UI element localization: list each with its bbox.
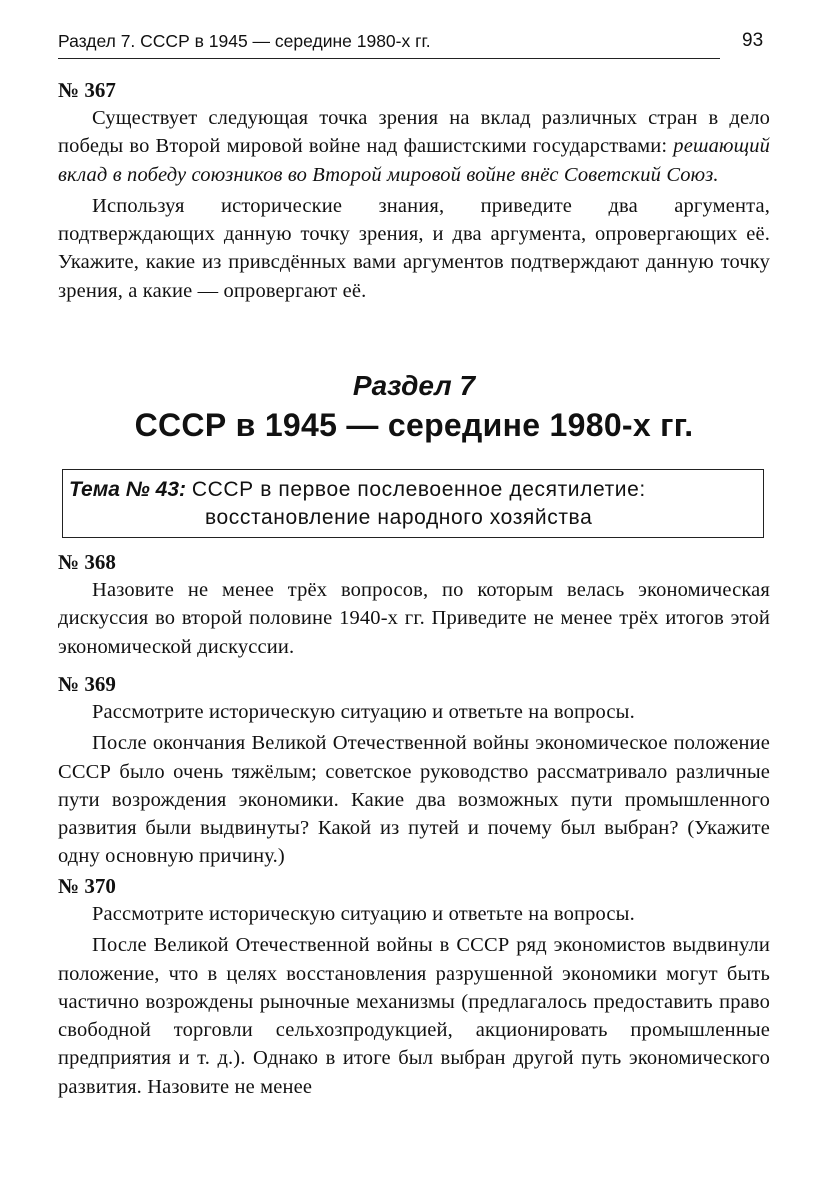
viewpoint-quote: решающий вклад в победу союзников во Второй мировой войне внёс Советский Союз.	[58, 135, 770, 186]
page-number: 93	[742, 30, 764, 51]
topic-label: Тема № 43:	[69, 478, 187, 501]
task-369	[58, 670, 770, 871]
task-paragraph: Рассмотрите историческую ситуацию и ответьте на вопросы.	[92, 701, 635, 723]
topic-title-line1: СССР в первое послевоенное десятилетие:	[191, 478, 646, 501]
task-paragraph: После Великой Отечественной войны в СССР ряд экономистов выдвинули положение, что в целях восстановления разрушенной экономики могут быть частично возрождены рыночные механизмы (предлагалось предоставить право свободной торговли сельхозпродукцией, акционировать промышленные предприятия и т. д.). Однако в итоге был выбран другой путь экономического развития. Назовите не менее	[58, 934, 770, 1098]
section-label: Раздел 7	[352, 370, 476, 401]
task-paragraph	[58, 104, 770, 189]
task-text: Существует следующая точка зрения на вклад различных стран в дело победы во Второй мировой войне над фашистскими государствами:	[58, 107, 770, 158]
task-number: № 369	[58, 672, 116, 696]
task-number: № 367	[58, 78, 116, 102]
task-paragraph: Назовите не менее трёх вопросов, по которым велась экономическая дискуссия во второй половине 1940-х гг. Приведите не менее трёх итогов этой экономической дискуссии.	[58, 579, 770, 658]
topic-box	[62, 469, 764, 538]
task-paragraph: Используя исторические знания, приведите два аргумента, подтверждающих данную точку зрения, и два аргумента, опровергающих её. Укажите, какие из привсдённых вами аргументов подтверждают данную точку зрения, а какие — опровергают её.	[58, 194, 770, 302]
task-number: № 370	[58, 874, 116, 898]
task-paragraph: Рассмотрите историческую ситуацию и ответьте на вопросы.	[92, 903, 635, 925]
task-370	[58, 872, 770, 1101]
section-title: СССР в 1945 — середине 1980-х гг.	[134, 407, 694, 443]
task-367	[58, 76, 770, 305]
task-number: № 368	[58, 550, 116, 574]
task-paragraph: После окончания Великой Отечественной войны экономическое положение СССР было очень тяжёлым; советское руководство рассматривало различные пути возрождения экономики. Какие два возможных пути промышленного развития были выдвинуты? Какой из путей и почему был выбран? (Укажите одну основную причину.)	[58, 732, 770, 868]
running-header: Раздел 7. СССР в 1945 — середине 1980-х гг.	[58, 24, 720, 59]
task-368	[58, 548, 770, 661]
topic-title-line2: восстановление народного хозяйства	[205, 506, 593, 529]
